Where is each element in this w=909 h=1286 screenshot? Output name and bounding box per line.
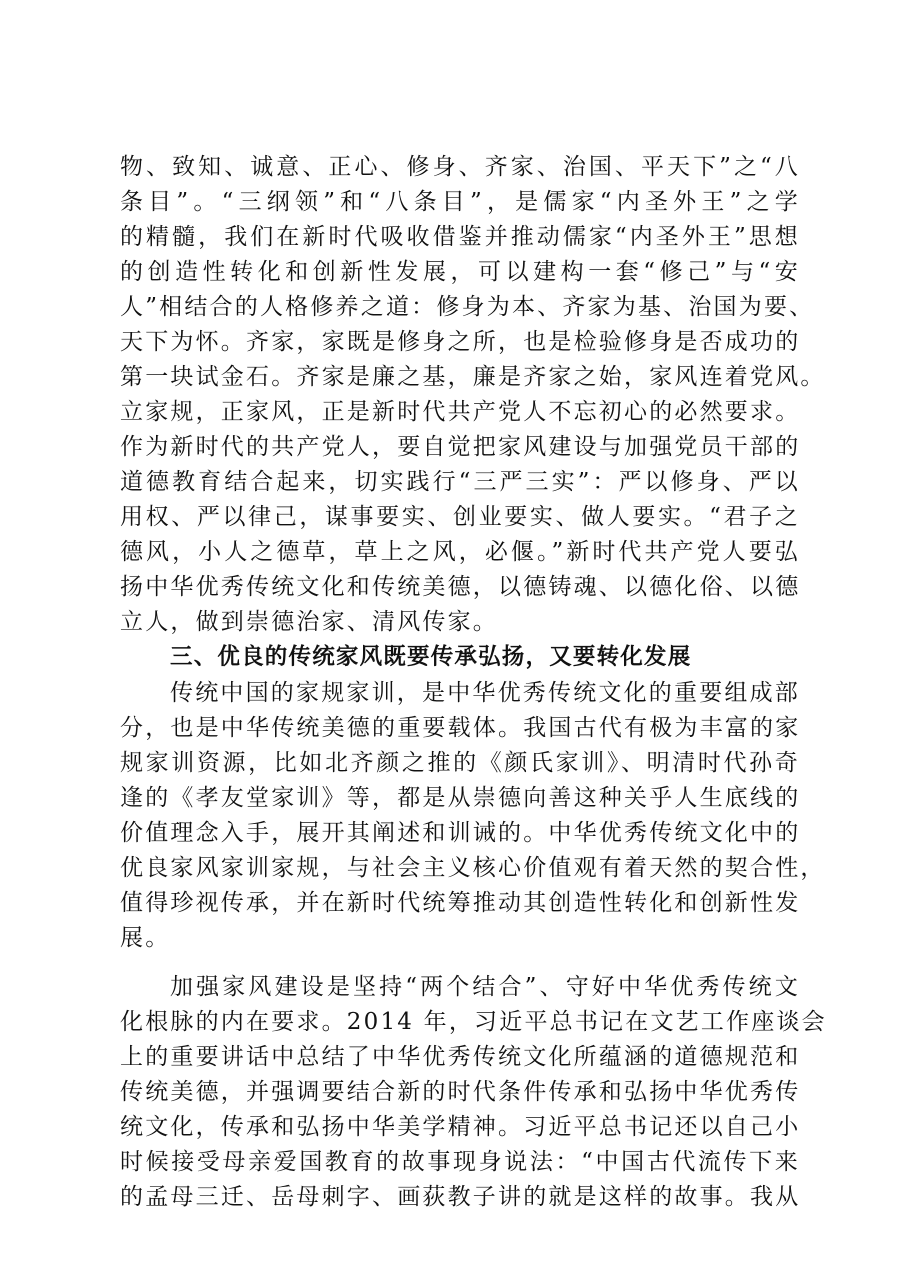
text-line: 第一块试金石。齐家是廉之基，廉是齐家之始，家风连着党风。	[120, 364, 826, 390]
text-line: 规家训资源，比如北齐颜之推的《颜氏家训》、明清时代孙奇	[120, 750, 800, 776]
text-line: 展。	[120, 925, 171, 951]
paragraph-2	[120, 676, 826, 956]
text-line: 立家规，正家风，正是新时代共产党人不忘初心的必然要求。	[120, 399, 801, 425]
paragraph-3	[120, 970, 827, 1215]
paragraph-spacer	[120, 956, 800, 970]
text-line: 的孟母三迁、岳母刺字、画荻教子讲的就是这样的故事。我从	[120, 1184, 801, 1210]
text-line: 德风，小人之德草，草上之风，必偃。”新时代共产党人要弘	[120, 539, 800, 565]
text-line: 化根脉的内在要求。2014 年，习近平总书记在文艺工作座谈会	[120, 1009, 827, 1035]
text-line: 统文化，传承和弘扬中华美学精神。习近平总书记还以自己小	[120, 1114, 801, 1140]
text-line: 的创造性转化和创新性发展，可以建构一套“修己”与“安	[120, 259, 800, 285]
body-text	[120, 150, 827, 1215]
paragraph-1	[120, 150, 826, 640]
text-line: 道德教育结合起来，切实践行“三严三实”：严以修身、严以	[120, 469, 800, 495]
text-line: 上的重要讲话中总结了中华优秀传统文化所蕴涵的道德规范和	[120, 1044, 801, 1070]
text-line: 天下为怀。齐家，家既是修身之所，也是检验修身是否成功的	[120, 329, 801, 355]
section-heading: 三、优良的传统家风既要传承弘扬，又要转化发展	[170, 644, 692, 670]
text-line: 价值理念入手，展开其阐述和训诫的。中华优秀传统文化中的	[120, 820, 801, 846]
text-line: 时候接受母亲爱国教育的故事现身说法：“中国古代流传下来	[120, 1149, 800, 1175]
text-line: 优良家风家训家规，与社会主义核心价值观有着天然的契合性，	[120, 855, 826, 881]
text-line: 传统中国的家规家训，是中华优秀传统文化的重要组成部	[170, 680, 800, 706]
text-line: 人”相结合的人格修养之道：修身为本、齐家为基、治国为要、	[120, 294, 815, 320]
text-line: 值得珍视传承，并在新时代统筹推动其创造性转化和创新性发	[120, 890, 801, 916]
text-line: 加强家风建设是坚持“两个结合”、守好中华优秀传统文	[170, 974, 800, 1000]
text-line: 分，也是中华传统美德的重要载体。我国古代有极为丰富的家	[120, 715, 801, 741]
text-line: 传统美德，并强调要结合新的时代条件传承和弘扬中华优秀传	[120, 1079, 801, 1105]
text-line: 物、致知、诚意、正心、修身、齐家、治国、平天下”之“八	[120, 154, 800, 180]
text-line: 条目”。“三纲领”和“八条目”，是儒家“内圣外王”之学	[120, 189, 800, 215]
text-line: 用权、严以律己，谋事要实、创业要实、做人要实。“君子之	[120, 504, 800, 530]
text-line: 扬中华优秀传统文化和传统美德，以德铸魂、以德化俗、以德	[120, 574, 801, 600]
text-line: 的精髓，我们在新时代吸收借鉴并推动儒家“内圣外王”思想	[120, 224, 800, 250]
text-line: 逢的《孝友堂家训》等，都是从崇德向善这种关乎人生底线的	[120, 785, 801, 811]
text-line: 立人，做到崇德治家、清风传家。	[120, 609, 498, 635]
text-line: 作为新时代的共产党人，要自觉把家风建设与加强党员干部的	[120, 434, 801, 460]
